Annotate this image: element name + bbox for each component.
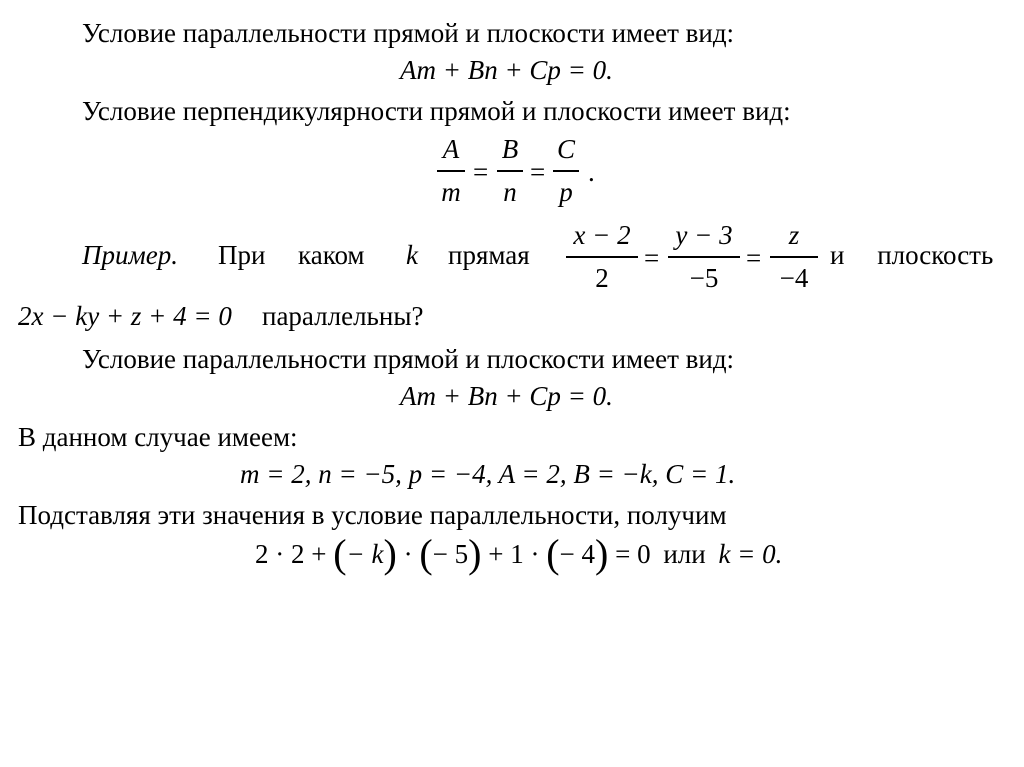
line-fraction-x [566,222,638,292]
fraction-bar [497,170,523,172]
example-label: Пример. [82,240,178,270]
example-word-line: прямая [448,240,530,270]
example-question: параллельны? [262,301,424,331]
fraction-bar [668,256,740,258]
plane-equation: 2x − ky + z + 4 = 0 [18,301,232,331]
perp-fraction-b-n [497,136,523,206]
example-k: k [406,240,418,270]
fraction-bar [770,256,818,258]
perp-den-m: m [441,176,461,207]
final-eq-zero: = 0 [608,539,651,569]
line-fraction-y [668,222,740,292]
perp-den-n: n [503,176,517,207]
line-num-y: y − 3 [675,220,733,250]
final-dot: · [396,539,420,569]
perpendicular-condition-text: Условие перпендикулярности прямой и плоскости имеет вид: [82,96,791,126]
final-minus-4: − 4 [559,539,596,569]
perp-num-c: C [556,134,575,164]
paren-open: ( [333,531,347,576]
perp-fraction-a-m [437,136,465,206]
parallel-condition-text: Условие параллельности прямой и плоскости имеет вид: [82,18,735,48]
perp-eq-2: = [530,157,546,187]
fraction-bar [566,256,638,258]
paren-open: ( [419,531,433,576]
final-k-zero: k = 0. [718,539,783,569]
given-values-intro: В данном случае имеем: [18,422,298,452]
fraction-bar [553,170,579,172]
paren-close: ) [468,531,482,576]
final-plus-1: + 1 · [481,539,547,569]
final-or-word: или [663,539,706,569]
paren-open: ( [546,531,560,576]
example-word-when: При [218,240,266,270]
paren-close: ) [595,531,609,576]
perp-den-p: p [559,176,573,207]
parallel-condition-formula-2: Am + Bn + Cp = 0. [400,381,613,411]
fraction-bar [437,170,465,172]
line-den-x: 2 [595,262,609,293]
given-values: m = 2, n = −5, p = −4, A = 2, B = −k, C = 1. [240,459,736,489]
example-word-which: каком [298,240,365,270]
final-part-1: 2 · 2 + [255,539,334,569]
line-fraction-z [770,222,818,292]
line-den-y: −5 [689,262,719,293]
perp-eq-1: = [473,157,489,187]
line-eq-1: = [644,243,660,273]
final-equation [255,531,783,576]
perp-num-a: A [442,134,460,164]
final-minus-k: − k [346,539,384,569]
final-minus-5: − 5 [432,539,469,569]
line-eq-2: = [746,243,762,273]
line-den-z: −4 [779,262,809,293]
line-num-z: z [788,220,800,250]
perp-num-b: B [501,134,519,164]
perp-end-dot: . [588,157,595,187]
example-and-plane: и плоскость [830,240,994,270]
substitution-text: Подставляя эти значения в условие параллельности, получим [18,500,727,530]
paren-close: ) [383,531,397,576]
parallel-condition-text-2: Условие параллельности прямой и плоскости имеет вид: [82,344,735,374]
parallel-condition-formula: Am + Bn + Cp = 0. [400,55,613,85]
perp-fraction-c-p [553,136,579,206]
line-num-x: x − 2 [573,220,631,250]
